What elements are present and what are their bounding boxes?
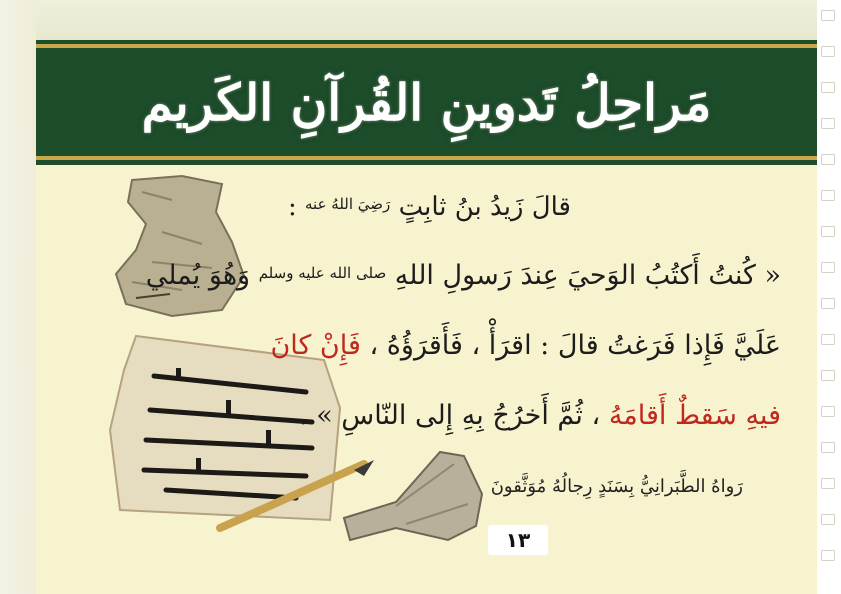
- binding-hole: [821, 514, 835, 525]
- binding-hole: [821, 262, 835, 273]
- hadith-text: « كُنتُ أَكتُبُ الوَحيَ عِندَ رَسولِ اللهِ: [394, 260, 781, 291]
- hadith-text: عَلَيَّ فَإِذا فَرَغتُ قالَ : اقرَأْ ، فَأَقرَؤُهُ ،: [369, 330, 781, 361]
- honorific-radiallahu: رَضِيَ اللهُ عنه: [305, 195, 391, 213]
- page-number: ١٣: [488, 525, 548, 555]
- binding-hole: [821, 298, 835, 309]
- binding-hole: [821, 154, 835, 165]
- title-band-top-border: [36, 44, 817, 48]
- binding-hole: [821, 442, 835, 453]
- page-title: مَراحِلُ تَدوينِ القُرآنِ الكَريم: [141, 72, 712, 132]
- binding-hole: [821, 46, 835, 57]
- binding-hole: [821, 82, 835, 93]
- page-background-top: [0, 0, 841, 40]
- narrator-name: قالَ زَيدُ بنُ ثابِتٍ: [398, 192, 571, 222]
- binding-hole: [821, 550, 835, 561]
- hadith-highlight: فَإِنْ كانَ: [270, 330, 361, 361]
- hadith-line-1: [146, 260, 781, 291]
- binding-hole: [821, 10, 835, 21]
- binding-hole: [821, 406, 835, 417]
- hadith-highlight: فيهِ سَقطٌ أَقامَهُ: [608, 400, 781, 431]
- hadith-line-2: [270, 330, 781, 361]
- binding-hole: [821, 226, 835, 237]
- hadith-text: وَهُوَ يُملي: [145, 260, 251, 291]
- parchment-fragment-icon: [112, 172, 251, 318]
- bone-fragment-icon: [336, 444, 486, 544]
- binding-hole: [821, 190, 835, 201]
- spiral-binding: [817, 0, 841, 594]
- binding-hole: [821, 118, 835, 129]
- page-background-left: [0, 0, 36, 594]
- honorific-salawat: صلى الله عليه وسلم: [258, 264, 387, 282]
- hadith-source: رَواهُ الطَّبَرانِيُّ بِسَنَدٍ رِجالُهُ مُوَثَّقونَ: [490, 476, 743, 497]
- narrator-intro: [288, 192, 571, 222]
- binding-hole: [821, 334, 835, 345]
- title-band-bottom-border: [36, 156, 817, 160]
- intro-colon: :: [287, 192, 297, 222]
- hadith-text: ، ثُمَّ أَخرُجُ بِهِ إِلى النّاسِ » .: [299, 400, 601, 431]
- hadith-line-3: [299, 400, 781, 431]
- binding-hole: [821, 370, 835, 381]
- binding-hole: [821, 478, 835, 489]
